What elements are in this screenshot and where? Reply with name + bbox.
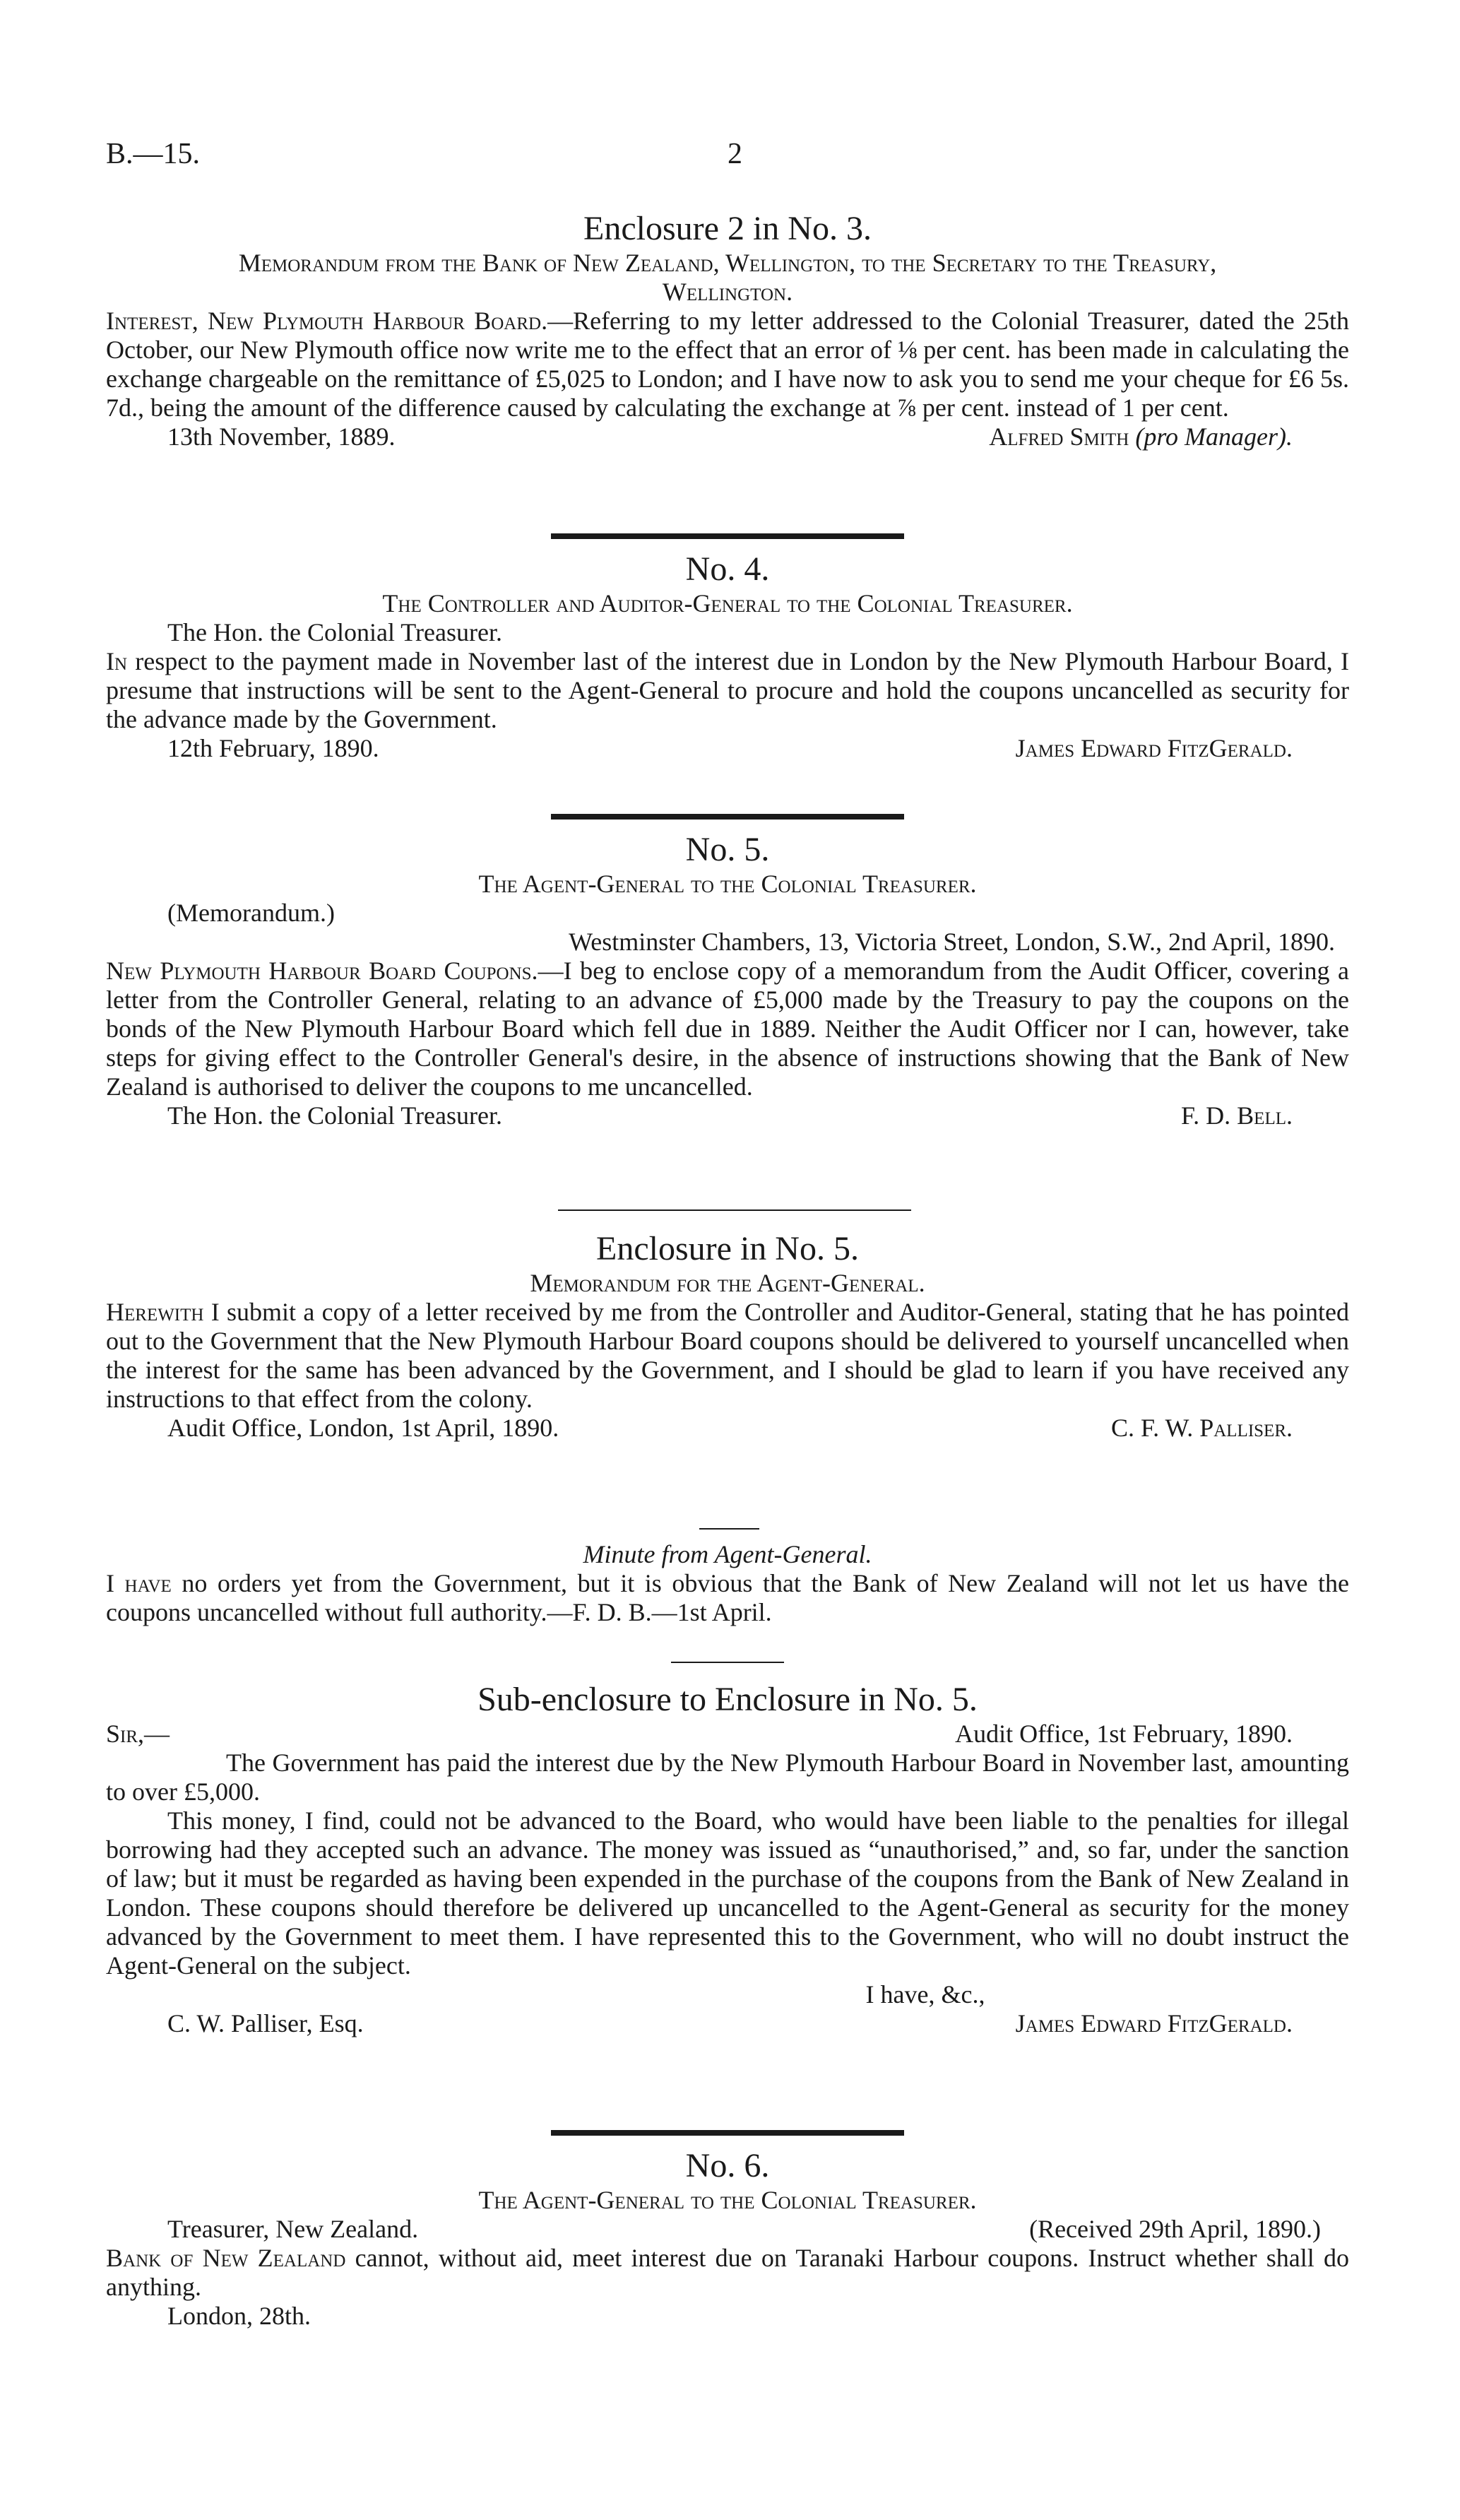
sub-enclosure-salutation: Sir,—: [106, 1720, 170, 1748]
sub-enclosure-para-1: The Government has paid the interest due by the New Plymouth Harbour Board in November last, amounting to over £5,000.: [106, 1749, 1349, 1806]
sub-enclosure-salutation-row: [106, 1720, 1349, 1749]
minute-divider: [699, 1528, 759, 1530]
no-5-signoff: [106, 1101, 1349, 1130]
no-5-memo-label: (Memorandum.): [167, 899, 335, 927]
no-6-received: (Received 29th April, 1890.): [1029, 2215, 1321, 2243]
minute-title: Minute from Agent-General.: [583, 1540, 872, 1568]
sub-enclosure-addressee: C. W. Palliser, Esq.: [167, 2009, 364, 2037]
enclosure-no-5-signoff: [106, 1414, 1349, 1443]
sub-enclosure-section: [106, 1680, 1349, 2038]
enclosure-no-5-address: Memorandum for the Agent-General.: [530, 1269, 925, 1297]
no-4-salutation: The Hon. the Colonial Treasurer.: [167, 618, 502, 646]
minute-body: I have no orders yet from the Government, but it is obvious that the Bank of New Zealand will not let us have the coupons uncancelled without full authority.—F. D. B.—1st April.: [106, 1569, 1349, 1626]
enclosure-no-5-heading: Enclosure in No. 5.: [596, 1230, 859, 1267]
no-6-addressee: Treasurer, New Zealand.: [167, 2215, 419, 2243]
no-4-signoff: [106, 734, 1349, 763]
enclosure-no-5-signature: C. F. W. Palliser.: [1111, 1414, 1293, 1442]
sub-enclosure-location: Audit Office, 1st February, 1890.: [955, 1720, 1293, 1748]
enclosure-2-signature: Alfred Smith (pro Manager).: [989, 422, 1293, 451]
no-4-heading: No. 4.: [685, 550, 770, 588]
minute-section: [106, 1540, 1349, 1627]
section-divider: [551, 814, 904, 820]
sub-enclosure-heading: Sub-enclosure to Enclosure in No. 5.: [477, 1681, 978, 1718]
no-5-location: Westminster Chambers, 13, Victoria Street, London, S.W., 2nd April, 1890.: [569, 928, 1335, 956]
page-number: 2: [728, 138, 742, 170]
enclosure-2-heading: Enclosure 2 in No. 3.: [583, 210, 872, 247]
section-divider: [551, 533, 904, 539]
no-6-body: Bank of New Zealand cannot, without aid, meet interest due on Taranaki Harbour coupons. Instruct whether shall do anything.: [106, 2244, 1349, 2301]
section-divider: [671, 1662, 784, 1663]
no-4-signature: James Edward FitzGerald.: [1015, 734, 1293, 762]
no-6-address: The Agent-General to the Colonial Treasurer.: [478, 2186, 977, 2214]
enclosure-2-signoff: [106, 422, 1349, 451]
enclosure-2-section: [106, 209, 1349, 451]
sub-enclosure-para-2: This money, I find, could not be advanced to the Board, who would have been liable to the penalties for illegal borrowing had they accepted such an advance. The money was issued as “unauthorised,” and, so far, under the sanction of law; but it must be regarded as having been expended in the purchase of the coupons from the Bank of New Zealand in London. These coupons should therefore be delivered up uncancelled to the Agent-General as security for the money advanced by the Government to meet them. I have represented this to the Government, who will no doubt instruct the Agent-General on the subject.: [106, 1806, 1349, 1980]
no-4-date: 12th February, 1890.: [167, 734, 379, 762]
section-divider: [551, 2130, 904, 2136]
no-4-body: In respect to the payment made in November last of the interest due in London by the New Plymouth Harbour Board, I presume that instructions will be sent to the Agent-General to procure and hold the coupons uncancelled as security for the advance made by the Government.: [106, 647, 1349, 733]
no-6-header-row: [106, 2215, 1349, 2244]
enclosure-2-body: [106, 307, 1349, 422]
no-6-heading: No. 6.: [685, 2147, 770, 2184]
no-4-section: [106, 550, 1349, 763]
series-reference: B.—15.: [106, 138, 201, 170]
sub-enclosure-closing: I have, &c.,: [865, 1980, 985, 2009]
no-5-body: New Plymouth Harbour Board Coupons.—I beg to enclose copy of a memorandum from the Audit Officer, covering a letter from the Controller General, relating to an advance of £5,000 made by the Treasury to pay the coupons on the bonds of the New Plymouth Harbour Board which fell due in 1889. Neither the Audit Officer nor I can, however, take steps for giving effect to the Controller General's desire, in the absence of instructions showing that the Bank of New Zealand is authorised to deliver the coupons to me uncancelled.: [106, 957, 1349, 1101]
enclosure-2-text: —Referring to my letter addressed to the Colonial Treasurer, dated the 25th October, our New Plymouth office now write me to the effect that an error of ⅛ per cent. has been made in calculating the exchange chargeable on the remittance of £5,025 to London; and I have now to ask you to send me your cheque for £6 5s. 7d., being the amount of the difference caused by calculating the exchange at ⅞ per cent. instead of 1 per cent.: [106, 307, 1349, 422]
enclosure-no-5-body: Herewith I submit a copy of a letter received by me from the Controller and Auditor-General, stating that he has pointed out to the Government that the New Plymouth Harbour Board coupons should be delivered to yourself uncancelled when the interest for the same has been advanced by the Government, and I should be glad to learn if you have received any instructions to that effect from the colony.: [106, 1298, 1349, 1413]
no-5-address: The Agent-General to the Colonial Treasurer.: [478, 870, 977, 898]
sub-enclosure-signature: James Edward FitzGerald.: [1015, 2009, 1293, 2037]
no-6-date: London, 28th.: [167, 2302, 311, 2330]
section-divider: [558, 1209, 911, 1211]
no-5-signature: F. D. Bell.: [1181, 1101, 1293, 1130]
enclosure-2-address: Memorandum from the Bank of New Zealand, Wellington, to the Secretary to the Treasury, Wellington.: [238, 249, 1217, 306]
no-5-addressee: The Hon. the Colonial Treasurer.: [167, 1101, 502, 1130]
enclosure-no-5-section: [106, 1229, 1349, 1443]
no-5-heading: No. 5.: [685, 831, 770, 868]
enclosure-2-lead: Interest, New Plymouth Harbour Board.: [106, 307, 548, 335]
enclosure-no-5-date: Audit Office, London, 1st April, 1890.: [167, 1414, 559, 1442]
no-5-section: [106, 830, 1349, 1130]
no-6-section: [106, 2146, 1349, 2331]
no-4-address: The Controller and Auditor-General to the Colonial Treasurer.: [382, 589, 1073, 617]
enclosure-2-date: 13th November, 1889.: [167, 422, 396, 451]
sub-enclosure-signoff: [106, 2009, 1349, 2038]
